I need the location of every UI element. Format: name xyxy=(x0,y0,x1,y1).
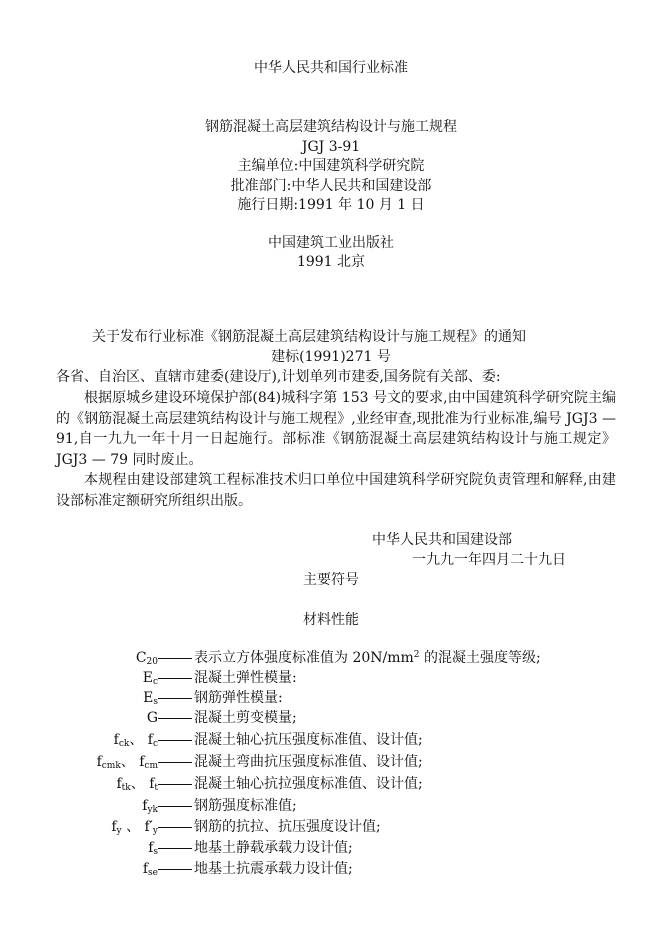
symbol-term: $E_s$ xyxy=(143,690,158,707)
symbol-definition: 混凝土弹性模量: xyxy=(194,670,297,686)
symbol-row xyxy=(60,796,620,816)
definition-dash xyxy=(158,698,192,699)
publisher: 中国建筑工业出版社 xyxy=(268,235,394,251)
symbol-definition: 地基土静载承载力设计值; xyxy=(194,840,353,856)
definition-dash xyxy=(158,806,192,807)
symbol-definition: 钢筋的抗拉、抗压强度设计值; xyxy=(194,819,381,835)
symbol-definition: 表示立方体强度标准值为 $20N/mm^2$ 的混凝土强度等级; xyxy=(194,650,541,666)
symbol-definition: 地基土抗震承载力设计值; xyxy=(194,861,353,877)
symbol-definition: 混凝土剪变模量; xyxy=(194,710,297,726)
symbol-term: $f_{cmk}$、 $f_{cm}$ xyxy=(96,754,158,771)
notice-paragraph-1: 根据原城乡建设环境保护部(84)城科字第 153 号文的要求,由中国建筑科学研究院主编的《钢筋混凝土高层建筑结构设计与施工规程》,业经审查,现批准为行业标准,编号 JGJ3 — 91,自一九九一年十月一日起施行。部标准《钢筋混凝土高层建筑结构设计与施工规定》 JGJ3 — 79 同时废止。 xyxy=(56,390,616,468)
symbol-term: $f_y$ 、 $f'_y$ xyxy=(111,819,158,836)
symbol-definition: 混凝土弯曲抗压强度标准值、设计值; xyxy=(194,754,423,770)
definition-dash xyxy=(158,762,192,763)
symbol-row xyxy=(60,730,620,750)
symbol-row xyxy=(60,817,620,837)
definition-dash xyxy=(158,740,192,741)
symbol-definition: 钢筋弹性模量: xyxy=(194,690,283,706)
effective-date: 施行日期:1991 年 10 月 1 日 xyxy=(237,197,425,213)
notice-title: 关于发布行业标准《钢筋混凝土高层建筑结构设计与施工规程》的通知 xyxy=(92,329,526,345)
notice-paragraph-2: 本规程由建设部建筑工程标准技术归口单位中国建筑科学研究院负责管理和解释,由建设部标准定额研究所组织出版。 xyxy=(56,472,616,509)
notice-doc-number: 建标(1991)271 号 xyxy=(271,349,391,365)
symbol-row xyxy=(60,774,620,794)
publication-place-year: 1991 北京 xyxy=(296,254,366,270)
symbol-definition: 钢筋强度标准值; xyxy=(194,798,297,814)
symbol-row xyxy=(60,648,620,668)
symbol-term: $f_s$ xyxy=(148,840,158,857)
notice-recipients: 各省、自治区、直辖市建委(建设厅),计划单列市建委,国务院有关部、委: xyxy=(56,369,501,385)
definition-dash xyxy=(158,678,192,679)
symbol-row xyxy=(60,688,620,708)
symbol-definition: 混凝土轴心抗拉强度标准值、设计值; xyxy=(194,776,423,792)
definition-dash xyxy=(158,718,192,719)
definition-dash xyxy=(158,827,192,828)
notice-date: 一九九一年四月二十九日 xyxy=(412,552,566,568)
symbols-heading: 主要符号 xyxy=(303,572,359,588)
symbol-term: $f_{tk}$、 $f_t$ xyxy=(116,776,158,793)
document-title: 钢筋混凝土高层建筑结构设计与施工规程 xyxy=(205,119,457,135)
standard-code: JGJ 3-91 xyxy=(301,139,361,155)
standard-line: 中华人民共和国行业标准 xyxy=(254,60,408,76)
approving-dept: 批准部门:中华人民共和国建设部 xyxy=(230,178,432,194)
editor-unit: 主编单位:中国建筑科学研究院 xyxy=(237,158,425,174)
symbol-row xyxy=(60,838,620,858)
definition-dash xyxy=(158,658,192,659)
symbol-definition: 混凝土轴心抗压强度标准值、设计值; xyxy=(194,732,423,748)
symbol-row xyxy=(60,668,620,688)
notice-signature: 中华人民共和国建设部 xyxy=(372,532,512,548)
symbol-term: $f_{se}$ xyxy=(142,861,158,878)
symbol-term: $f_{yk}$ xyxy=(142,798,158,815)
definition-dash xyxy=(158,848,192,849)
symbols-subheading: 材料性能 xyxy=(303,612,359,628)
symbol-row xyxy=(60,752,620,772)
symbol-row xyxy=(60,708,620,728)
symbol-term: $f_{ck}$、 $f_c$ xyxy=(113,732,158,749)
symbol-row xyxy=(60,859,620,879)
definition-dash xyxy=(158,869,192,870)
symbol-term: $E_c$ xyxy=(142,670,158,687)
symbol-term: $C_{20}$ xyxy=(135,650,158,667)
symbol-term: G xyxy=(146,710,158,726)
definition-dash xyxy=(158,784,192,785)
